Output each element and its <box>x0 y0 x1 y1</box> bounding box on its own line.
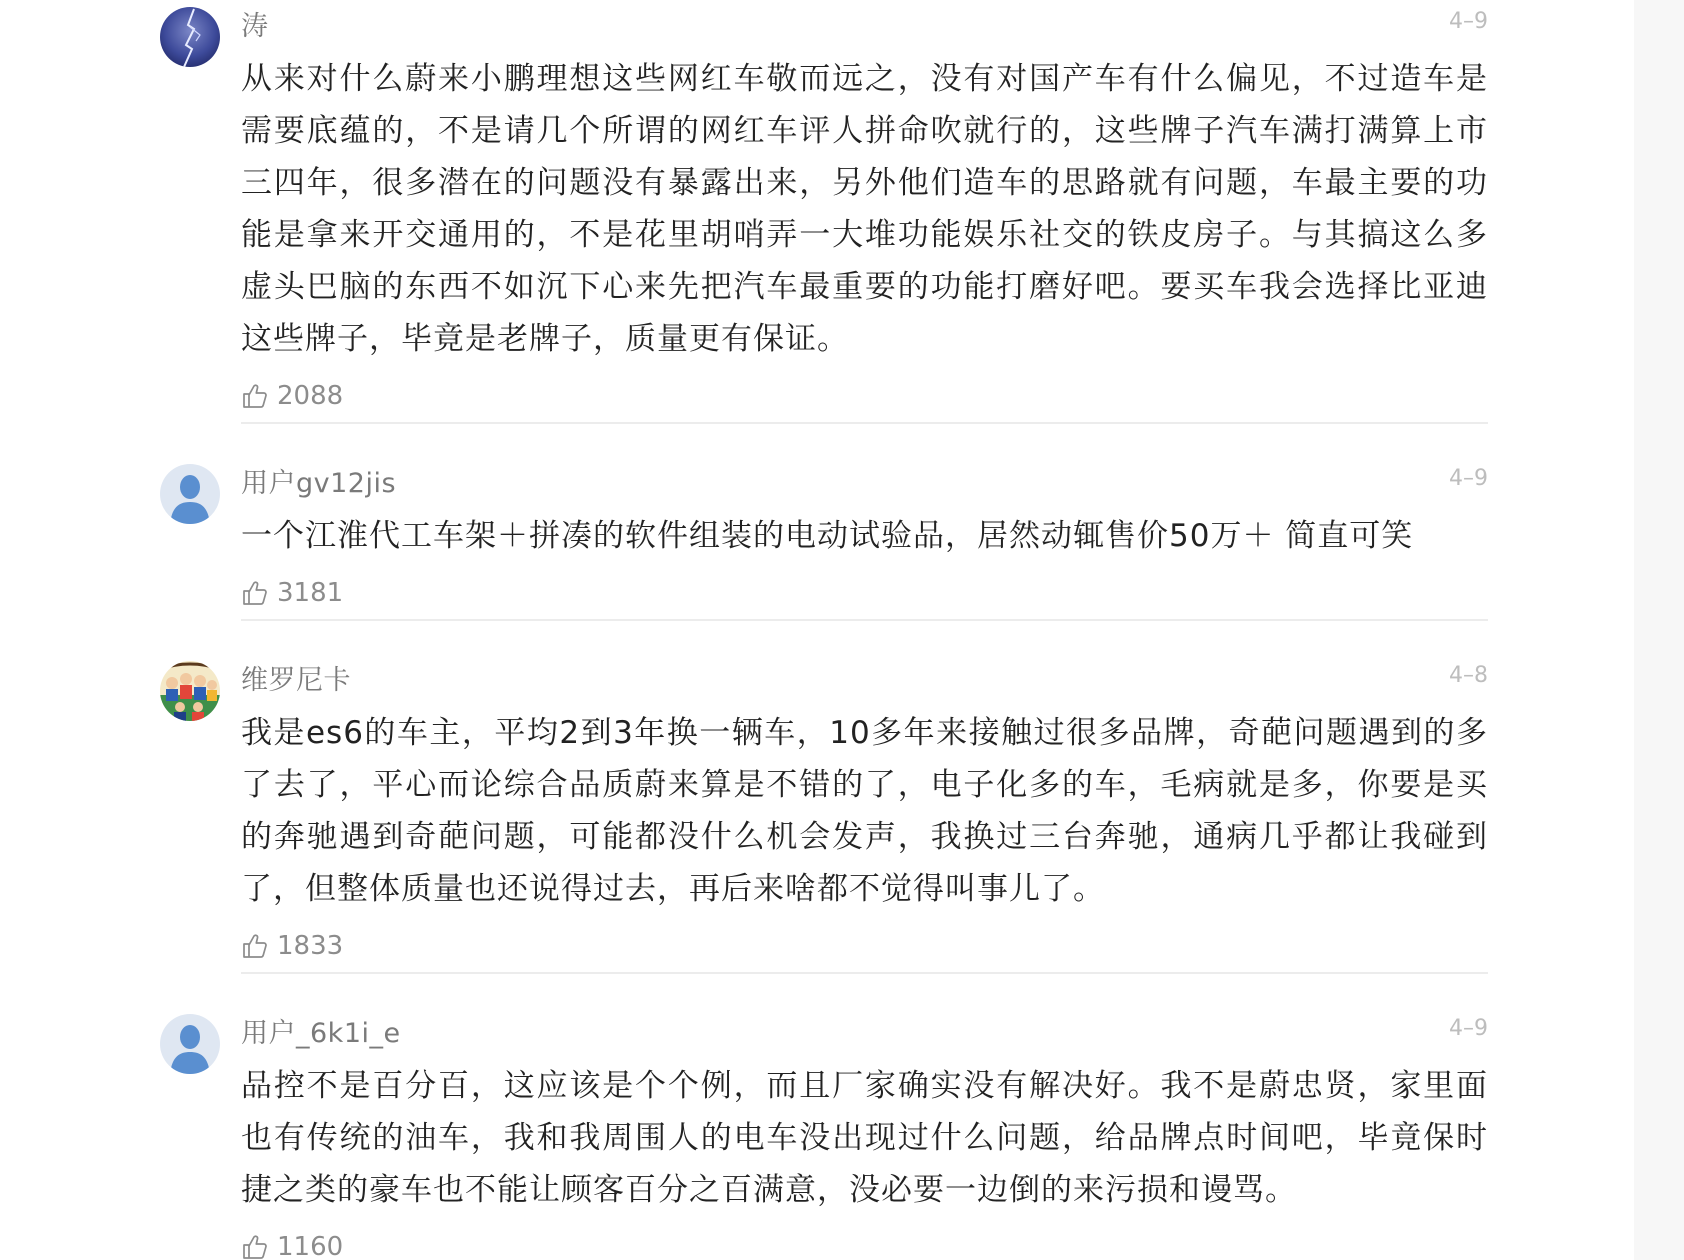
comment-meta <box>241 0 1488 40</box>
lightning-avatar[interactable] <box>160 7 220 67</box>
comment-date: 4–9 <box>1449 1016 1488 1041</box>
default-user-avatar[interactable] <box>160 1014 220 1074</box>
thumbs-up-icon <box>241 579 269 607</box>
like-button[interactable] <box>241 1228 1488 1260</box>
comment-date: 4–9 <box>1449 9 1488 34</box>
thumbs-up-icon <box>241 1233 269 1260</box>
default-user-avatar[interactable] <box>160 464 220 524</box>
comment-meta <box>241 654 1488 694</box>
cartoon-group-avatar-image <box>160 661 220 721</box>
comment-item <box>160 424 1488 621</box>
comment-text: 品控不是百分百，这应该是个个例，而且厂家确实没有解决好。我不是蔚忠贤，家里面也有传统的油车，我和我周围人的电车没出现过什么问题，给品牌点时间吧，毕竟保时捷之类的豪车也不能让顾客百分之百满意，没必要一边倒的来污损和谩骂。 <box>241 1068 1488 1208</box>
comment-item <box>160 621 1488 974</box>
username[interactable]: 涛 <box>241 11 269 42</box>
comment-list <box>160 0 1488 1260</box>
default-user-avatar-image <box>160 464 220 524</box>
lightning-avatar-image <box>160 7 220 67</box>
username[interactable]: 维罗尼卡 <box>241 665 351 696</box>
comment-item <box>160 974 1488 1260</box>
like-count: 1160 <box>277 1232 344 1260</box>
username[interactable]: 用户gv12jis <box>241 468 397 499</box>
comment-item <box>160 0 1488 424</box>
comment-date: 4–8 <box>1449 663 1488 688</box>
comment-meta <box>241 457 1488 497</box>
comment-text: 我是es6的车主，平均2到3年换一辆车，10多年来接触过很多品牌，奇葩问题遇到的多了去了，平心而论综合品质蔚来算是不错的了，电子化多的车，毛病就是多，你要是买的奔驰遇到奇葩问题，可能都没什么机会发声，我换过三台奔驰，通病几乎都让我碰到了，但整体质量也还说得过去，再后来啥都不觉得叫事儿了。 <box>241 715 1488 907</box>
like-button[interactable] <box>241 377 1488 415</box>
like-count: 3181 <box>277 578 344 608</box>
thumbs-up-icon <box>241 932 269 960</box>
default-user-avatar-image <box>160 1014 220 1074</box>
comment-text: 一个江淮代工车架＋拼凑的软件组装的电动试验品，居然动辄售价50万＋ 简直可笑 <box>241 518 1414 554</box>
cartoon-group-avatar[interactable] <box>160 661 220 721</box>
like-count: 1833 <box>277 931 344 961</box>
username[interactable]: 用户_6k1i_e <box>241 1018 401 1049</box>
comment-meta <box>241 1007 1488 1047</box>
like-button[interactable] <box>241 574 1488 612</box>
like-count: 2088 <box>277 381 344 411</box>
comment-date: 4–9 <box>1449 466 1488 491</box>
scrollbar-track[interactable] <box>1634 0 1684 1260</box>
like-button[interactable] <box>241 927 1488 965</box>
comment-text: 从来对什么蔚来小鹏理想这些网红车敬而远之，没有对国产车有什么偏见，不过造车是需要底蕴的，不是请几个所谓的网红车评人拼命吹就行的，这些牌子汽车满打满算上市三四年，很多潜在的问题没有暴露出来，另外他们造车的思路就有问题，车最主要的功能是拿来开交通用的，不是花里胡哨弄一大堆功能娱乐社交的铁皮房子。与其搞这么多虚头巴脑的东西不如沉下心来先把汽车最重要的功能打磨好吧。要买车我会选择比亚迪这些牌子，毕竟是老牌子，质量更有保证。 <box>241 61 1488 357</box>
thumbs-up-icon <box>241 382 269 410</box>
